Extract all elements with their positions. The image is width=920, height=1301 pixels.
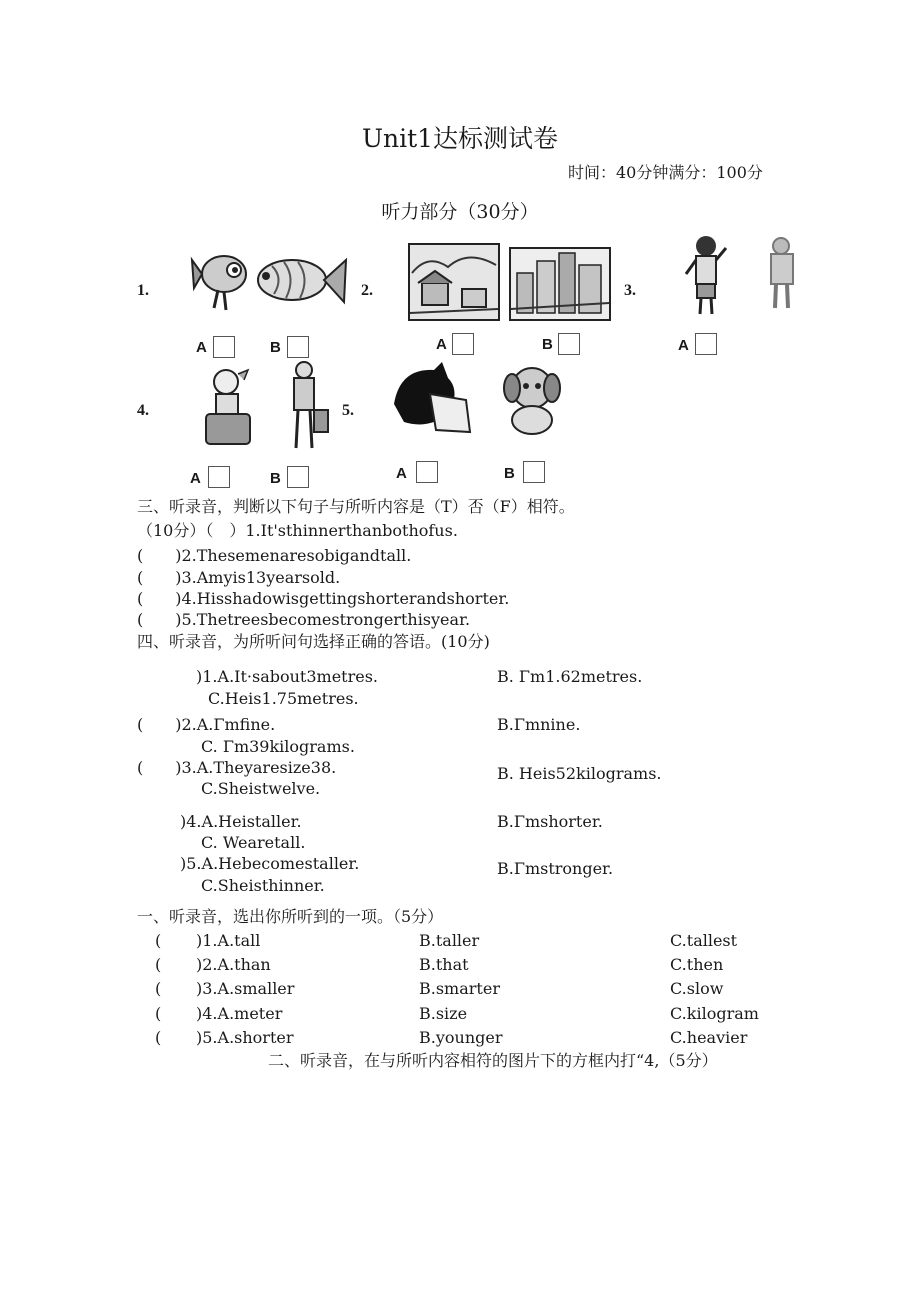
answer-box[interactable] — [287, 336, 309, 358]
section-title: 听力部分（30分） — [381, 201, 539, 223]
answer-box[interactable] — [213, 336, 235, 358]
part1-row-option-a: )1.A.tall — [196, 931, 261, 950]
answer-box[interactable] — [452, 333, 474, 355]
part3-item: ( )4.Hisshadowisgettingshorterandshorter. — [137, 589, 510, 608]
answer-box[interactable] — [523, 461, 545, 483]
part3-item: ( )2.Thesemenaresobigandtall. — [137, 546, 412, 565]
part2-heading: 二、听录音，在与所听内容相符的图片下的方框内打“4,（5分） — [268, 1051, 718, 1070]
part4-q2-option-b: B.Γmnine. — [497, 715, 581, 734]
option-a-label: A — [678, 337, 689, 354]
option-a-label: A — [196, 339, 207, 356]
part1-row-option-c: C.tallest — [670, 931, 738, 950]
option-a-label: A — [396, 465, 407, 482]
part3-score-line: （10分）（ ）1.It'sthinnerthanbothofus. — [137, 521, 458, 540]
boy-picture — [682, 234, 730, 320]
picture-number-2: 2. — [361, 282, 373, 299]
option-a-label: A — [190, 470, 201, 487]
part3-item: ( )3.Amyis13yearsold. — [137, 568, 341, 587]
part1-row-paren: ( — [155, 955, 162, 974]
part1-row-option-b: B.size — [419, 1004, 468, 1023]
picture-number-5: 5. — [342, 402, 354, 419]
part4-q1-option-b: B. Γm1.62metres. — [497, 667, 643, 686]
picture-number-3: 3. — [624, 282, 636, 299]
exam-meta: 时间：40分钟满分：100分 — [568, 163, 763, 182]
big-fish-picture — [254, 252, 348, 308]
part4-q3-option-b: B. Heis52kilograms. — [497, 764, 662, 783]
part4-q2-option-c: C. Γm39kilograms. — [201, 737, 355, 756]
part4-q4-option-b: B.Γmshorter. — [497, 812, 603, 831]
option-b-label: B — [270, 339, 281, 356]
girl-with-bag-picture — [198, 366, 260, 450]
city-picture — [509, 247, 611, 321]
village-picture — [408, 243, 500, 321]
picture-number-4: 4. — [137, 402, 149, 419]
part1-row-option-c: C.heavier — [670, 1028, 748, 1047]
part3-heading: 三、听录音，判断以下句子与所听内容是（T）否（F）相符。 — [137, 497, 575, 516]
old-man-picture — [763, 236, 801, 312]
small-fish-picture — [190, 244, 256, 312]
part4-q2-option-a: ( )2.A.Γmfine. — [137, 715, 276, 734]
option-a-label: A — [436, 336, 447, 353]
part1-row-option-a: )5.A.shorter — [196, 1028, 294, 1047]
answer-box[interactable] — [695, 333, 717, 355]
part1-row-option-b: B.younger — [419, 1028, 503, 1047]
part4-heading: 四、听录音，为所听问句选择正确的答语。(10分) — [137, 632, 490, 651]
option-b-label: B — [504, 465, 515, 482]
dog-picture — [498, 364, 564, 438]
part1-row-option-b: B.that — [419, 955, 469, 974]
part1-row-option-b: B.smarter — [419, 979, 500, 998]
part4-q3-option-c: C.Sheistwelve. — [201, 779, 321, 798]
part1-row-option-a: )2.A.than — [196, 955, 271, 974]
part1-row-paren: ( — [155, 1004, 162, 1023]
part1-row-option-a: )3.A.smaller — [196, 979, 295, 998]
part4-q1-option-a: )1.A.It·sabout3metres. — [196, 667, 379, 686]
option-b-label: B — [270, 470, 281, 487]
part4-q1-option-c: C.Heis1.75metres. — [208, 689, 359, 708]
man-with-bag-picture — [284, 360, 332, 452]
black-cat-picture — [390, 360, 476, 436]
part4-q4-option-c: C. Wearetall. — [201, 833, 306, 852]
answer-box[interactable] — [287, 466, 309, 488]
page-title: Unit1达标测试卷 — [361, 124, 559, 153]
part1-row-paren: ( — [155, 979, 162, 998]
part1-row-paren: ( — [155, 931, 162, 950]
part1-row-option-c: C.kilogram — [670, 1004, 759, 1023]
answer-box[interactable] — [558, 333, 580, 355]
part4-q5-option-a: )5.A.Hebecomestaller. — [180, 854, 360, 873]
part4-q3-option-a: ( )3.A.Theyaresize38. — [137, 758, 337, 777]
part3-item: ( )5.Thetreesbecomestrongerthisyear. — [137, 610, 471, 629]
part1-heading: 一、听录音，选出你所听到的一项。（5分） — [137, 907, 444, 926]
picture-number-1: 1. — [137, 282, 149, 299]
part1-row-option-b: B.taller — [419, 931, 480, 950]
answer-box[interactable] — [208, 466, 230, 488]
answer-box[interactable] — [416, 461, 438, 483]
part1-row-option-a: )4.A.meter — [196, 1004, 283, 1023]
part1-row-option-c: C.then — [670, 955, 724, 974]
part4-q4-option-a: )4.A.Heistaller. — [180, 812, 302, 831]
part4-q5-option-b: B.Γmstronger. — [497, 859, 614, 878]
part1-row-option-c: C.slow — [670, 979, 724, 998]
option-b-label: B — [542, 336, 553, 353]
part4-q5-option-c: C.Sheisthinner. — [201, 876, 325, 895]
part1-row-paren: ( — [155, 1028, 162, 1047]
